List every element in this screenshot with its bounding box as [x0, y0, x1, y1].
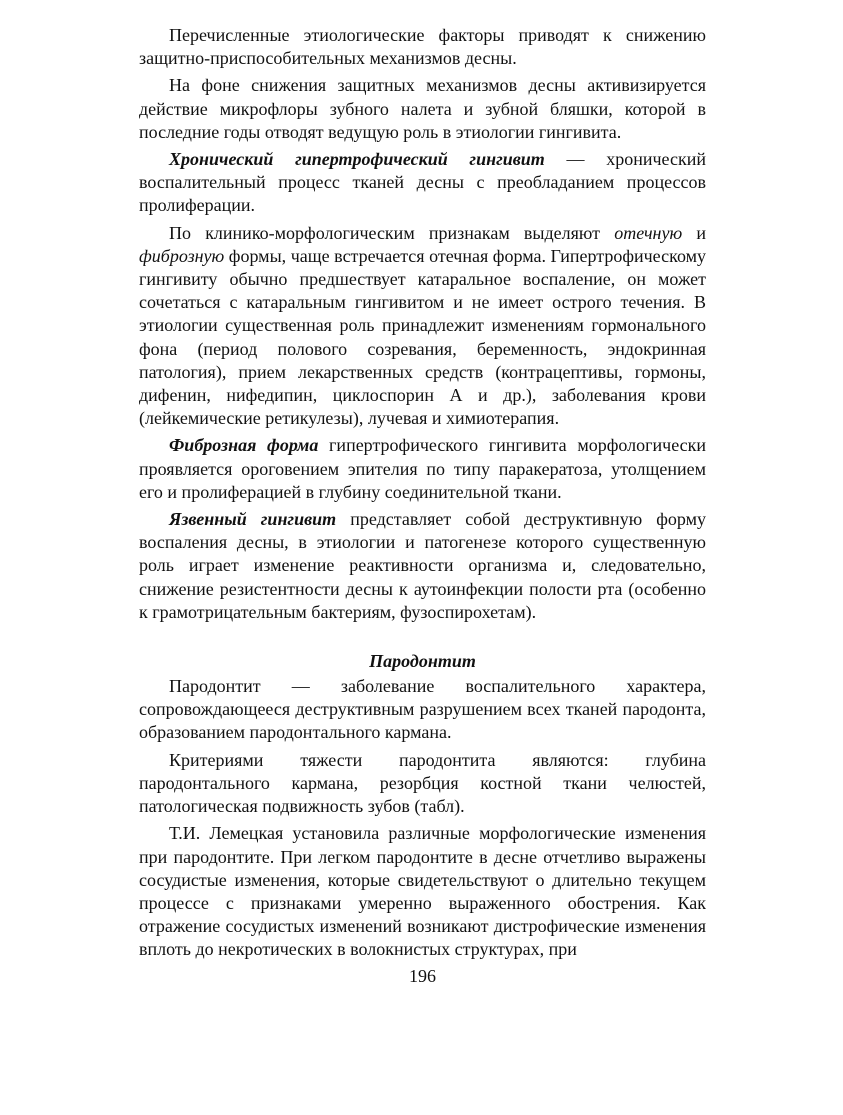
definition-text: гипертрофического гингивита морфологически проявляется ороговением эпителия по типу паракератоза, утолщением его и пролиферацией в глубину соединительной ткани. [139, 435, 706, 502]
paragraph-clinical-forms [139, 222, 706, 431]
term-fibrous-form: Фиброзная форма [169, 435, 319, 456]
text-segment: По клинико-морфологическим признакам выделяют [169, 222, 615, 243]
term-hypertrophic-gingivitis: Хронический гипертрофический гингивит [169, 149, 545, 170]
paragraph-ulcerative-gingivitis [139, 508, 706, 624]
page-number: 196 [409, 965, 436, 986]
italic-term-fibrous: фиброзную [139, 245, 225, 266]
paragraph-etiology-factors: Перечисленные этиологические факторы приводят к снижению защитно-приспособительных механизмов десны. [139, 25, 706, 69]
paragraph-hypertrophic-gingivitis [139, 148, 706, 218]
italic-term-edematous: отечную [614, 222, 683, 243]
paragraph-fibrous-form [139, 434, 706, 504]
definition-text: — хронический воспалительный процесс тканей десны с преобладанием процессов пролиферации. [139, 149, 706, 216]
paragraph-periodontitis-definition: Пародонтит — заболевание воспалительного характера, сопровождающееся деструктивным разрушением всех тканей пародонта, образованием пародонтального кармана. [139, 676, 706, 743]
text-segment: формы, чаще встречается отечная форма. Гипертрофическому гингивиту обычно предшествует катаральное воспаление, он может сочетаться с катаральным гингивитом и не имеет острого течения. В этиологии существенная роль принадлежит изменениям гормонального фона (период полового созревания, беременность, эндокринная патология), прием лекарственных средств (контрацептивы, гормоны, дифенин, нифедипин, циклоспорин А и др.), заболевания крови (лейкемические ретикулезы), лучевая и химиотерапия. [139, 245, 706, 429]
text-segment: и [682, 222, 706, 243]
section-heading: Пародонтит [369, 651, 476, 672]
paragraph-morphological-changes: Т.И. Лемецкая установила различные морфологические изменения при пародонтите. При легком пародонтите в десне отчетливо выражены сосудистые изменения, которые свидетельствуют о длительно текущем процессе с признаками умеренно выраженного обострения. Как отражение сосудистых изменений возникают дистрофические изменения вплоть до некротических в волокнистых структурах, при [139, 823, 706, 960]
paragraph-microflora: На фоне снижения защитных механизмов десны активизируется действие микрофлоры зубного налета и зубной бляшки, которой в последние годы отводят ведущую роль в этиологии гингивита. [139, 75, 706, 142]
paragraph-severity-criteria: Критериями тяжести пародонтита являются: глубина пародонтального кармана, резорбция костной ткани челюстей, патологическая подвижность зубов (табл). [139, 749, 706, 817]
term-ulcerative-gingivitis: Язвенный гингивит [169, 509, 337, 530]
document-page [139, 24, 706, 987]
definition-text: представляет собой деструктивную форму воспаления десны, в этиологии и патогенезе которого существенную роль играет изменение реактивности организма и, следовательно, снижение резистентности десны к аутоинфекции полости рта (особенно к грамотрицательным бактериям, фузоспирохетам). [139, 509, 706, 622]
